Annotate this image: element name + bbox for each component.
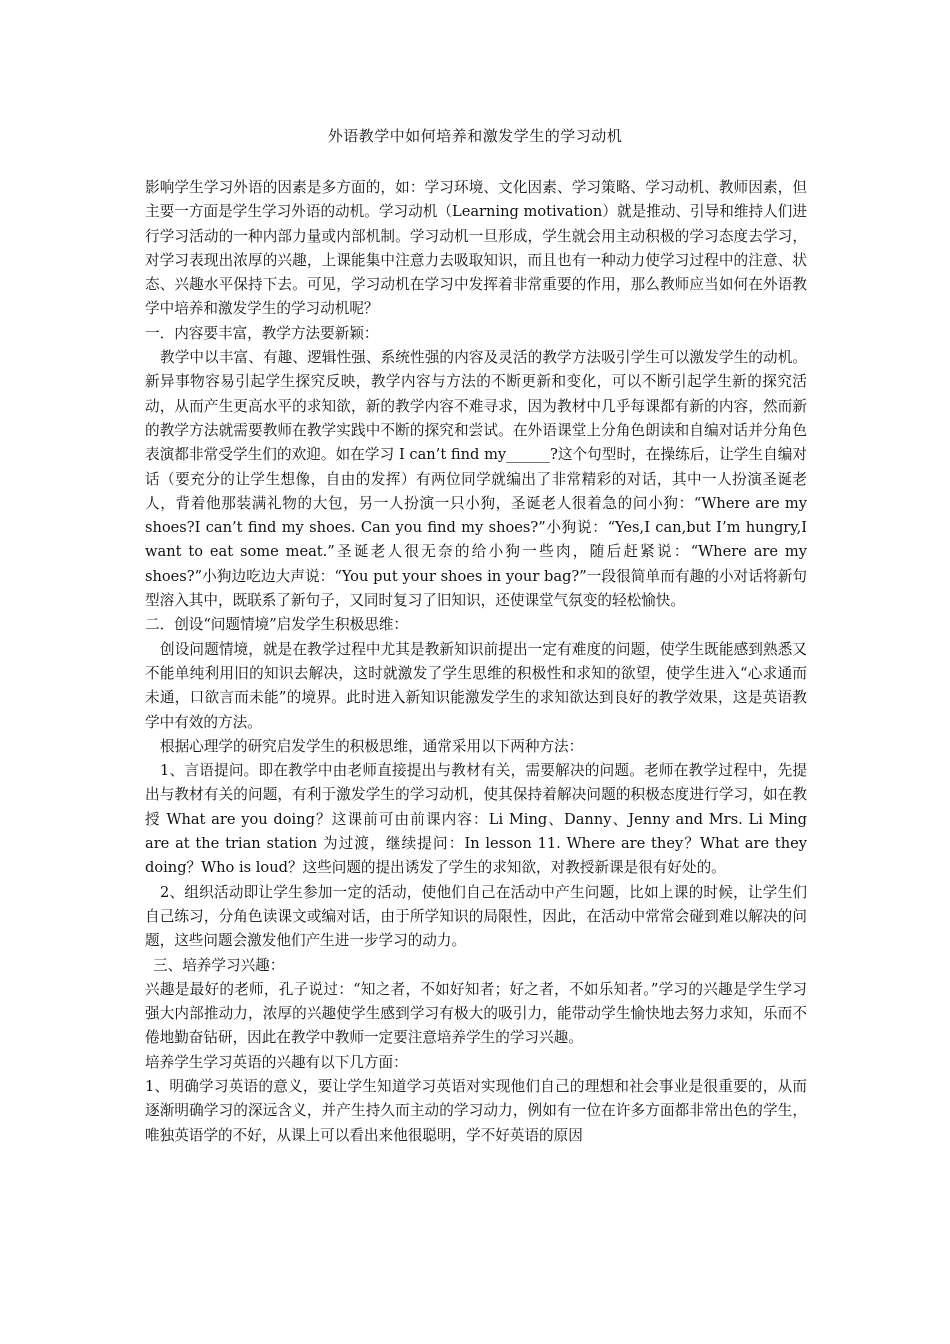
- paragraph: 培养学生学习英语的兴趣有以下几方面：: [145, 1053, 408, 1071]
- list-item-paragraph: 1、言语提问。即在教学中由老师直接提出与教材有关，需要解决的问题。老师在教学过程中，先提出与教材有关的问题，有利于激发学生的学习动机，使其保持着解决问题的积极态度进行学习，如在教授 What are you doing？这课前可由前课内容：Li Ming、Danny、Jenny and Mrs. Li Ming are at the trian station 为过渡，继续提问：In lesson 11. Where are they？What are they doing？Who is loud？这些问题的提出诱发了学生的求知欲，对教授新课是很有好处的。: [145, 762, 807, 877]
- paragraph: 根据心理学的研究启发学生的积极思维，通常采用以下两种方法：: [160, 737, 584, 755]
- section-heading-1: 一．内容要丰富，教学方法要新颖：: [145, 324, 379, 342]
- document-body: [145, 176, 807, 1148]
- document-title: 外语教学中如何培养和激发学生的学习动机: [327, 127, 623, 145]
- paragraph-intro: 影响学生学习外语的因素是多方面的，如：学习环境、文化因素、学习策略、学习动机、教师因素，但主要一方面是学生学习外语的动机。学习动机（Learning motivation）就是推动、引导和维持人们进行学习活动的一种内部力量或内部机制。学习动机一旦形成，学生就会用主动积极的学习态度去学习，对学习表现出浓厚的兴趣，上课能集中注意力去吸取知识，而且也有一种动力使学习过程中的注意、状态、兴趣水平保持下去。可见，学习动机在学习中发挥着非常重要的作用，那么教师应当如何在外语教学中培养和激发学生的学习动机呢？: [145, 179, 807, 318]
- section-heading-2: 二．创设“问题情境”启发学生积极思维：: [145, 616, 409, 634]
- paragraph: 创设问题情境，就是在教学过程中尤其是教新知识前提出一定有难度的问题，使学生既能感到熟悉又不能单纯利用旧的知识去解决，这时就激发了学生思维的积极性和求知的欲望，使学生进入“心求通而未通，口欲言而未能”的境界。此时进入新知识能激发学生的求知欲达到良好的教学效果，这是英语教学中有效的方法。: [145, 640, 807, 731]
- list-item-paragraph: 2、组织活动即让学生参加一定的活动，使他们自己在活动中产生问题，比如上课的时候，让学生们自己练习，分角色读课文或编对话，由于所学知识的局限性，因此，在活动中常常会碰到难以解决的问题，这些问题会激发他们产生进一步学习的动力。: [145, 883, 807, 950]
- list-item-paragraph: 1、明确学习英语的意义，要让学生知道学习英语对实现他们自己的理想和社会事业是很重要的，从而逐渐明确学习的深远含义，并产生持久而主动的学习动力，例如有一位在许多方面都非常出色的学生，唯独英语学的不好，从课上可以看出来他很聪明，学不好英语的原因: [145, 1077, 807, 1144]
- paragraph: 兴趣是最好的老师，孔子说过：“知之者，不如好知者；好之者，不如乐知者。”学习的兴趣是学生学习强大内部推动力，浓厚的兴趣使学生感到学习有极大的吸引力，能带动学生愉快地去努力求知，乐而不倦地勤奋钻研，因此在教学中教师一定要注意培养学生的学习兴趣。: [145, 980, 807, 1047]
- section-heading-3: 三、培养学习兴趣：: [153, 956, 285, 974]
- paragraph: 教学中以丰富、有趣、逻辑性强、系统性强的内容及灵活的教学方法吸引学生可以激发学生的动机。新异事物容易引起学生探究反映，教学内容与方法的不断更新和变化，可以不断引起学生新的探究活动，从而产生更高水平的求知欲，新的教学内容不难寻求，因为教材中几乎每课都有新的内容，然而新的教学方法就需要教师在教学实践中不断的探究和尝试。在外语课堂上分角色朗读和自编对话并分角色表演都非常受学生们的欢迎。如在学习 I can’t find my______?这个句型时，在操练后，让学生自编对话（要充分的让学生想像，自由的发挥）有两位同学就编出了非常精彩的对话，其中一人扮演圣诞老人，背着他那装满礼物的大包，另一人扮演一只小狗，圣诞老人很着急的问小狗：“Where are my shoes?I can’t find my shoes. Can you find my shoes?”小狗说：“Yes,I can,but I’m hungry,I want to eat some meat.”圣诞老人很无奈的给小狗一些肉，随后赶紧说：“Where are my shoes?”小狗边吃边大声说：“You put your shoes in your bag?”一段很简单而有趣的小对话将新句型溶入其中，既联系了新句子，又同时复习了旧知识，还使课堂气氛变的轻松愉快。: [145, 349, 807, 610]
